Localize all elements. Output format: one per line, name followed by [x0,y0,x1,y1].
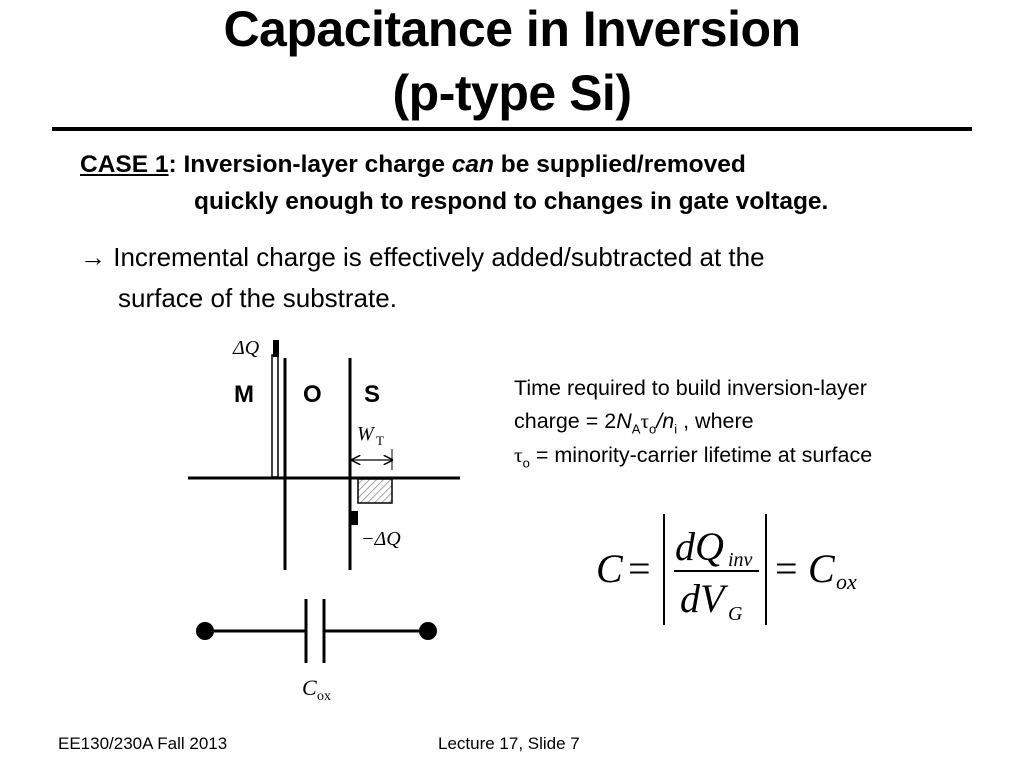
eq-numerator: dQ [675,524,724,569]
note-line-2: charge = $2N_A\tau_o/n_i$ , where [514,408,754,436]
mos-diagram [188,337,460,570]
note-line-3: $\tau_o$ = minority-carrier lifetime at surface [514,442,873,471]
case-text-a: Inversion-layer charge [176,151,452,178]
eq-lhs: C [596,546,623,591]
note-line-1: Time required to build inversion-layer [514,376,867,400]
capacitor-symbol [196,599,437,704]
delta-q-top-label: ΔQ [233,337,260,359]
bullet-line-2: surface of the substrate. [118,283,397,314]
delta-q-bottom-label: −ΔQ [361,528,401,550]
eq-rhs-sub: ox [836,569,857,594]
eq-equals-1: = [628,546,651,591]
eq-numerator-sub: inv [728,549,753,571]
metal-charge-bar [272,355,278,477]
case-label: CASE 1 [80,151,169,178]
oxide-label: O [303,381,322,408]
wt-subscript: T [376,433,384,448]
metal-label: M [234,381,254,408]
right-arrow-icon: → [80,243,106,272]
silicon-label: S [364,381,381,408]
bullet-line-1: Incremental charge is effectively added/subtracted at the [106,242,765,272]
footer-course: EE130/230A Fall 2013 [58,734,228,753]
eq-denominator-sub: G [728,603,743,625]
slide-subtitle: (p-type Si) [392,65,632,121]
inversion-delta-q-marker [351,511,358,525]
eq-rhs: C [808,546,835,591]
case-line-2: quickly enough to respond to changes in gate voltage. [194,187,829,215]
eq-denominator: dV [680,576,725,621]
cox-subscript: ox [317,689,331,704]
cox-label: C [302,675,317,700]
case-text-b: be supplied/removed [493,151,746,178]
case-colon: : [168,151,177,178]
footer-slide-number: Lecture 17, Slide 7 [438,734,580,753]
case-text-can: can [451,151,494,178]
slide-title: Capacitance in Inversion [223,1,801,57]
capacitance-equation [596,514,857,625]
depletion-region [358,479,392,503]
wt-label: W [357,423,374,445]
metal-delta-q-marker [273,340,279,357]
eq-equals-2: = [775,546,798,591]
